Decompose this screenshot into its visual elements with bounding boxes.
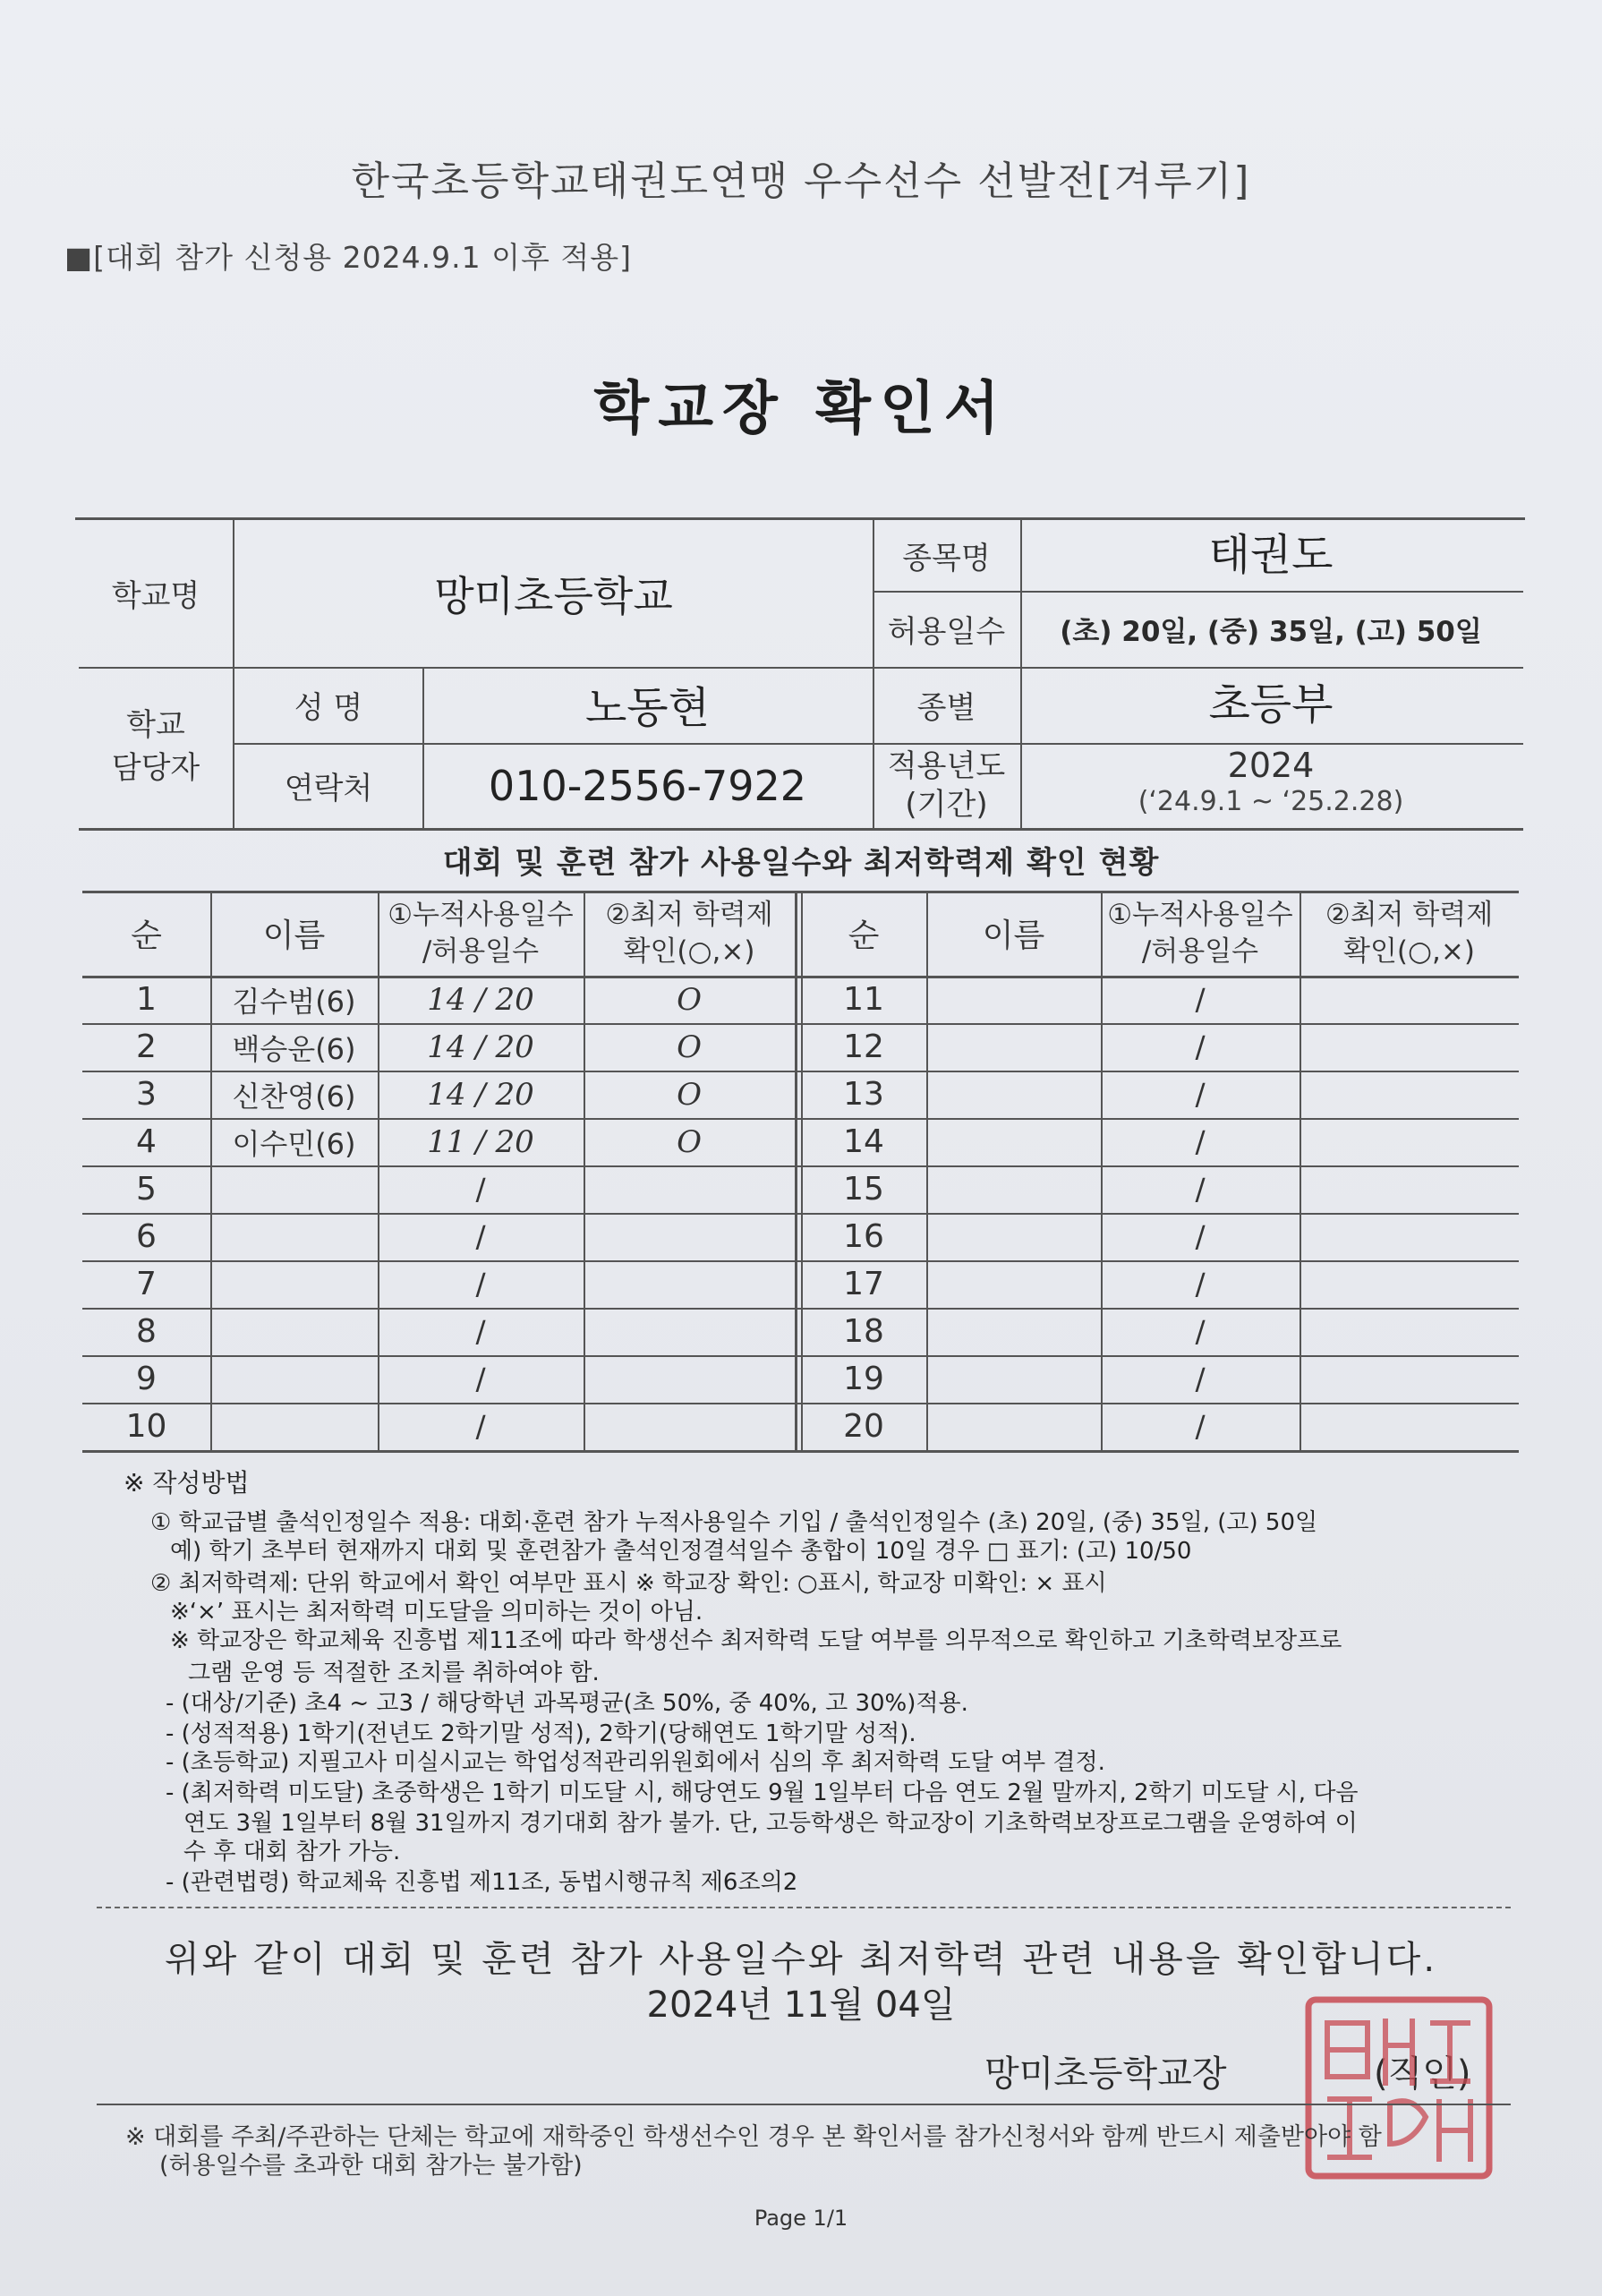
table-cell-check	[1299, 1165, 1519, 1213]
table-cell-check: O	[677, 981, 702, 1018]
table-cell-days: /	[1195, 1029, 1206, 1064]
allowed-days-label: 허용일수	[887, 614, 1006, 650]
table-cell-no: 13	[843, 1076, 884, 1113]
instruction-line: - (초등학교) 지필고사 미실시교는 학업성적관리위원회에서 심의 후 최저학력 도달 여부 결정.	[166, 1749, 1105, 1776]
table-cell-name: 김수범(6)	[232, 984, 356, 1019]
table-cell-name	[926, 1260, 1101, 1308]
table-cell-days: /	[475, 1361, 486, 1396]
page-number: Page 1/1	[754, 2206, 848, 2231]
instruction-line: 연도 3월 1일부터 8월 31일까지 경기대회 참가 불가. 단, 고등학생은 학교장이 기초학력보장프로그램을 운영하여 이	[183, 1810, 1358, 1837]
table-cell-name	[210, 1165, 378, 1213]
table-cell-days: /	[1195, 1409, 1206, 1444]
table-cell-check: O	[677, 1029, 702, 1065]
school-seal-stamp	[1305, 1996, 1493, 2180]
instruction-line: ※‘×’ 표시는 최저학력 미도달을 의미하는 것이 아님.	[170, 1599, 703, 1626]
col-name-right: 이름	[982, 918, 1045, 954]
table-cell-no: 11	[843, 981, 884, 1018]
table-cell-name: 신찬영(6)	[232, 1079, 356, 1114]
table-cell-days: 14 / 20	[427, 1076, 534, 1113]
table-cell-days: /	[1195, 1077, 1206, 1112]
table-cell-no: 12	[843, 1029, 884, 1065]
col-no-left: 순	[131, 918, 162, 954]
instruction-line: 예) 학기 초부터 현재까지 대회 및 훈련참가 출석인정결석일수 총합이 10일 경우 □ 표기: (고) 10/50	[170, 1538, 1192, 1565]
table-cell-name	[926, 1118, 1101, 1165]
col-check-left: ②최저 학력제 확인(○,×)	[605, 899, 773, 968]
confirmation-date: 2024년 11월 04일	[646, 1984, 956, 2026]
table-cell-days: 11 / 20	[427, 1123, 534, 1160]
table-cell-days: /	[475, 1314, 486, 1349]
year-period: (‘24.9.1 ~ ‘25.2.28)	[1138, 785, 1404, 817]
table-cell-name	[926, 1071, 1101, 1118]
table-cell-check	[1299, 1355, 1519, 1403]
col-days-right: ①누적사용일수 /허용일수	[1107, 899, 1293, 968]
instruction-line: 그램 운영 등 적절한 조치를 취하여야 함.	[188, 1660, 600, 1686]
table-cell-name: 이수민(6)	[232, 1126, 356, 1161]
table-cell-no: 4	[136, 1123, 157, 1160]
table-cell-days: /	[475, 1409, 486, 1444]
table-cell-check	[1299, 976, 1519, 1023]
table-cell-no: 9	[136, 1361, 157, 1397]
table-cell-days: /	[1195, 1172, 1206, 1207]
footnote-line-1: ※ 대회를 주최/주관하는 단체는 학교에 재학중인 학생선수인 경우 본 확인서를 참가신청서와 함께 반드시 제출받아야 함	[125, 2123, 1382, 2151]
application-notice: ■[대회 참가 신청용 2024.9.1 이후 적용]	[64, 240, 632, 275]
table-cell-name	[926, 1403, 1101, 1450]
table-cell-check	[1299, 1308, 1519, 1355]
confirmation-statement: 위와 같이 대회 및 훈련 참가 사용일수와 최저학력 관련 내용을 확인합니다.	[164, 1938, 1438, 1980]
table-cell-days: /	[1195, 1124, 1206, 1159]
table-cell-no: 2	[136, 1029, 157, 1065]
division-label: 종별	[916, 690, 976, 726]
signer: 망미초등학교장	[984, 2053, 1227, 2095]
table-cell-days: /	[475, 1172, 486, 1207]
table-cell-check	[1299, 1023, 1519, 1071]
document-title: 학교장 확인서	[593, 376, 1009, 442]
year-label: 적용년도 (기간)	[887, 748, 1006, 823]
table-cell-name: 백승운(6)	[232, 1031, 356, 1066]
table-cell-name	[926, 1308, 1101, 1355]
table-cell-check	[584, 1308, 795, 1355]
table-cell-days: 14 / 20	[427, 981, 534, 1018]
instruction-line: 수 후 대회 참가 가능.	[183, 1839, 401, 1865]
table-cell-check	[584, 1165, 795, 1213]
col-name-left: 이름	[262, 918, 326, 954]
association-title: 한국초등학교태권도연맹 우수선수 선발전[겨루기]	[351, 158, 1251, 204]
table-cell-name	[926, 976, 1101, 1023]
table-cell-check	[1299, 1260, 1519, 1308]
table-cell-check: O	[677, 1076, 702, 1113]
table-cell-days: /	[475, 1219, 486, 1254]
table-cell-days: 14 / 20	[427, 1029, 534, 1065]
col-check-right: ②최저 학력제 확인(○,×)	[1325, 899, 1494, 968]
instruction-line: ※ 학교장은 학교체육 진흥법 제11조에 따라 학생선수 최저학력 도달 여부를 의무적으로 확인하고 기초학력보장프로	[170, 1627, 1342, 1654]
instruction-line: ② 최저학력제: 단위 학교에서 확인 여부만 표시 ※ 학교장 확인: ○표시, 학교장 미확인: × 표시	[150, 1570, 1107, 1597]
instructions-heading: ※ 작성방법	[124, 1468, 250, 1498]
event-value: 태권도	[1208, 529, 1334, 580]
table-cell-no: 8	[136, 1313, 157, 1350]
table-cell-check	[584, 1260, 795, 1308]
table-cell-name	[926, 1355, 1101, 1403]
table-cell-name	[210, 1403, 378, 1450]
school-name-label: 학교명	[111, 578, 200, 614]
table-cell-check	[1299, 1118, 1519, 1165]
table-cell-name	[210, 1308, 378, 1355]
table-cell-check	[1299, 1071, 1519, 1118]
contact-value: 010-2556-7922	[488, 761, 807, 810]
table-cell-name	[926, 1213, 1101, 1260]
table-cell-no: 17	[843, 1266, 884, 1302]
table-cell-check	[1299, 1403, 1519, 1450]
col-days-left: ①누적사용일수 /허용일수	[388, 899, 574, 968]
table-cell-no: 1	[136, 981, 157, 1018]
allowed-days-value: (초) 20일, (중) 35일, (고) 50일	[1060, 616, 1482, 648]
status-table-title: 대회 및 훈련 참가 사용일수와 최저학력제 확인 현황	[442, 844, 1160, 881]
table-cell-no: 5	[136, 1171, 157, 1208]
instruction-line: - (관련법령) 학교체육 진흥법 제11조, 동법시행규칙 제6조의2	[166, 1869, 798, 1896]
table-cell-days: /	[1195, 1361, 1206, 1396]
table-cell-days: /	[475, 1267, 486, 1302]
table-cell-no: 3	[136, 1076, 157, 1113]
table-cell-check	[1299, 1213, 1519, 1260]
table-cell-days: /	[1195, 982, 1206, 1017]
instruction-line: - (최저학력 미도달) 초중학생은 1학기 미도달 시, 해당연도 9월 1일부터 다음 연도 2월 말까지, 2학기 미도달 시, 다음	[166, 1780, 1359, 1806]
table-cell-no: 14	[843, 1123, 884, 1160]
instruction-line: ① 학교급별 출석인정일수 적용: 대회·훈련 참가 누적사용일수 기입 / 출석인정일수 (초) 20일, (중) 35일, (고) 50일	[150, 1509, 1318, 1536]
manager-label: 학교 담당자	[111, 707, 200, 786]
event-label: 종목명	[902, 540, 991, 576]
table-cell-name	[926, 1165, 1101, 1213]
manager-name-label: 성 명	[294, 690, 363, 726]
seal-label: (직인)	[1374, 2053, 1471, 2095]
instruction-line: - (성적적용) 1학기(전년도 2학기말 성적), 2학기(당해연도 1학기말 성적).	[166, 1720, 916, 1747]
table-cell-no: 6	[136, 1218, 157, 1255]
table-cell-no: 18	[843, 1313, 884, 1350]
manager-name-value: 노동현	[584, 682, 711, 733]
table-cell-check	[584, 1355, 795, 1403]
table-cell-no: 19	[843, 1361, 884, 1397]
contact-label: 연락처	[284, 771, 373, 807]
table-cell-no: 10	[125, 1408, 167, 1445]
table-cell-check	[584, 1403, 795, 1450]
table-cell-check	[584, 1213, 795, 1260]
school-name-value: 망미초등학교	[434, 571, 673, 620]
footnote-line-2: (허용일수를 초과한 대회 참가는 불가함)	[159, 2152, 583, 2180]
table-cell-no: 7	[136, 1266, 157, 1302]
year-value: 2024	[1227, 746, 1315, 785]
table-cell-days: /	[1195, 1267, 1206, 1302]
col-no-right: 순	[848, 918, 880, 954]
table-cell-no: 16	[843, 1218, 884, 1255]
table-cell-check: O	[677, 1123, 702, 1160]
table-cell-name	[926, 1023, 1101, 1071]
instruction-line: - (대상/기준) 초4 ~ 고3 / 해당학년 과목평균(초 50%, 중 40%, 고 30%)적용.	[166, 1690, 968, 1717]
table-cell-name	[210, 1213, 378, 1260]
table-cell-name	[210, 1355, 378, 1403]
table-cell-name	[210, 1260, 378, 1308]
table-cell-no: 15	[843, 1171, 884, 1208]
table-cell-no: 20	[843, 1408, 884, 1445]
table-cell-days: /	[1195, 1314, 1206, 1349]
table-cell-days: /	[1195, 1219, 1206, 1254]
division-value: 초등부	[1208, 679, 1334, 730]
